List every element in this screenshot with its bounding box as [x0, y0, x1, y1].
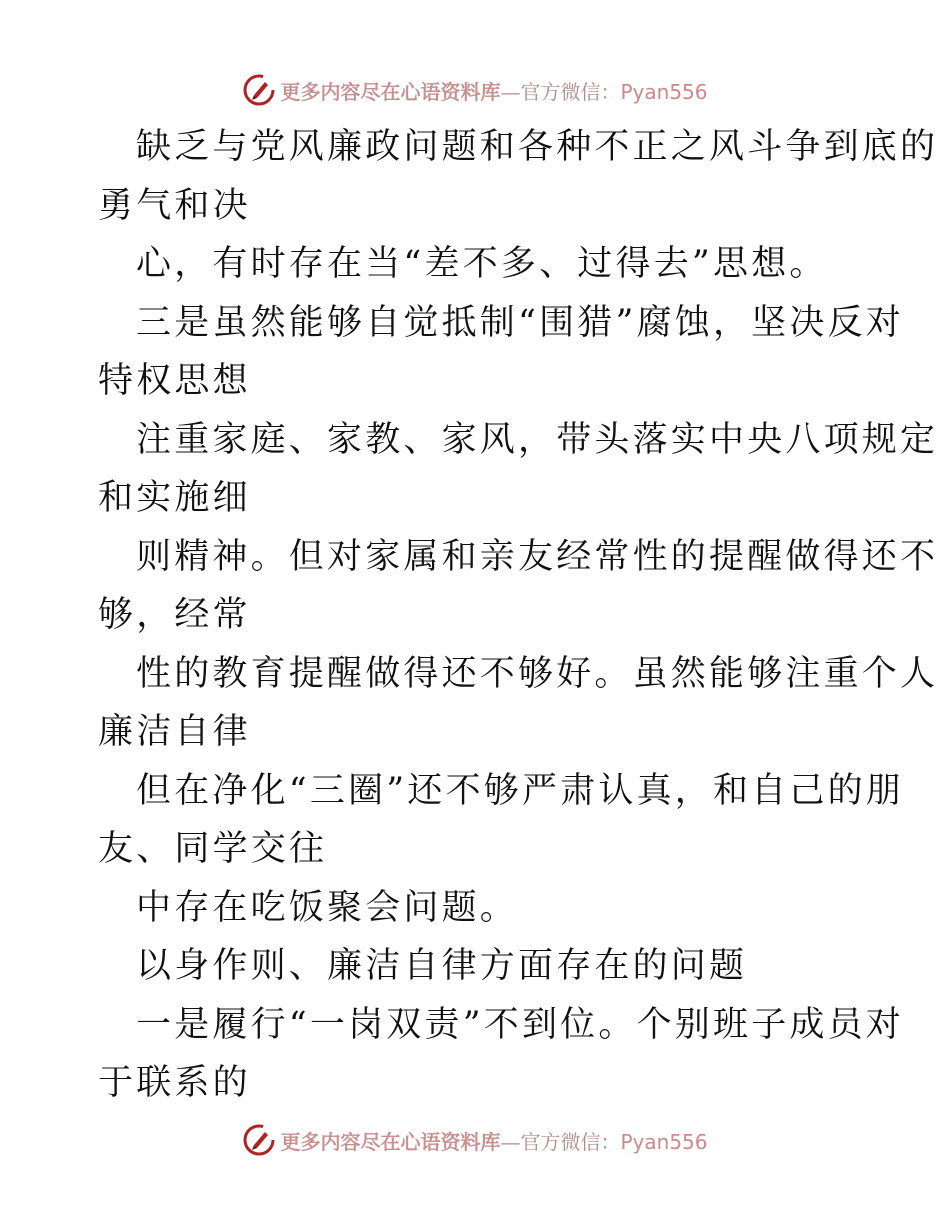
body-line: 够，经常: [98, 595, 251, 635]
pen-logo-icon: [242, 73, 276, 107]
body-line: 一是履行“一岗双责”不到位。个别班子成员对: [136, 1004, 904, 1045]
watermark-brand: 更多内容尽在心语资料库: [280, 1129, 501, 1154]
watermark-separator: —: [500, 1129, 521, 1154]
watermark-wechat-id: Pyan556: [620, 1129, 708, 1154]
body-line: 心，有时存在当“差不多、过得去”思想。: [136, 244, 828, 284]
body-line: 但在净化“三圈”还不够严肃认真，和自己的朋: [136, 770, 904, 811]
body-line: 注重家庭、家教、家风，带头落实中央八项规定: [136, 419, 939, 460]
body-line: 三是虽然能够自觉抵制“围猎”腐蚀，坚决反对: [136, 302, 904, 343]
watermark-text: [280, 76, 707, 105]
watermark-wechat-label: 官方微信：: [520, 79, 621, 104]
body-line: 于联系的: [98, 1063, 251, 1103]
body-line: 性的教育提醒做得还不够好。虽然能够注重个人: [136, 653, 939, 694]
header-watermark: [0, 70, 950, 110]
watermark-text: [280, 1126, 707, 1155]
body-line: 中存在吃饭聚会问题。: [136, 887, 519, 928]
document-body: [98, 118, 939, 1113]
watermark-separator: —: [500, 79, 521, 104]
watermark-brand: 更多内容尽在心语资料库: [280, 79, 501, 104]
body-line: 勇气和决: [98, 185, 251, 226]
body-line: 缺乏与党风廉政问题和各种不正之风斗争到底的: [136, 127, 939, 167]
body-line: 则精神。但对家属和亲友经常性的提醒做得还不: [136, 536, 939, 577]
watermark-wechat-id: Pyan556: [620, 79, 708, 104]
body-line: 和实施细: [98, 478, 251, 518]
body-line: 廉洁自律: [98, 712, 251, 752]
footer-watermark: [0, 1120, 950, 1160]
watermark-wechat-label: 官方微信：: [520, 1129, 621, 1154]
pen-logo-icon: [242, 1123, 276, 1157]
body-line: 友、同学交往: [98, 829, 328, 869]
body-line: 特权思想: [98, 361, 251, 401]
body-line: 以身作则、廉洁自律方面存在的问题: [136, 946, 748, 986]
